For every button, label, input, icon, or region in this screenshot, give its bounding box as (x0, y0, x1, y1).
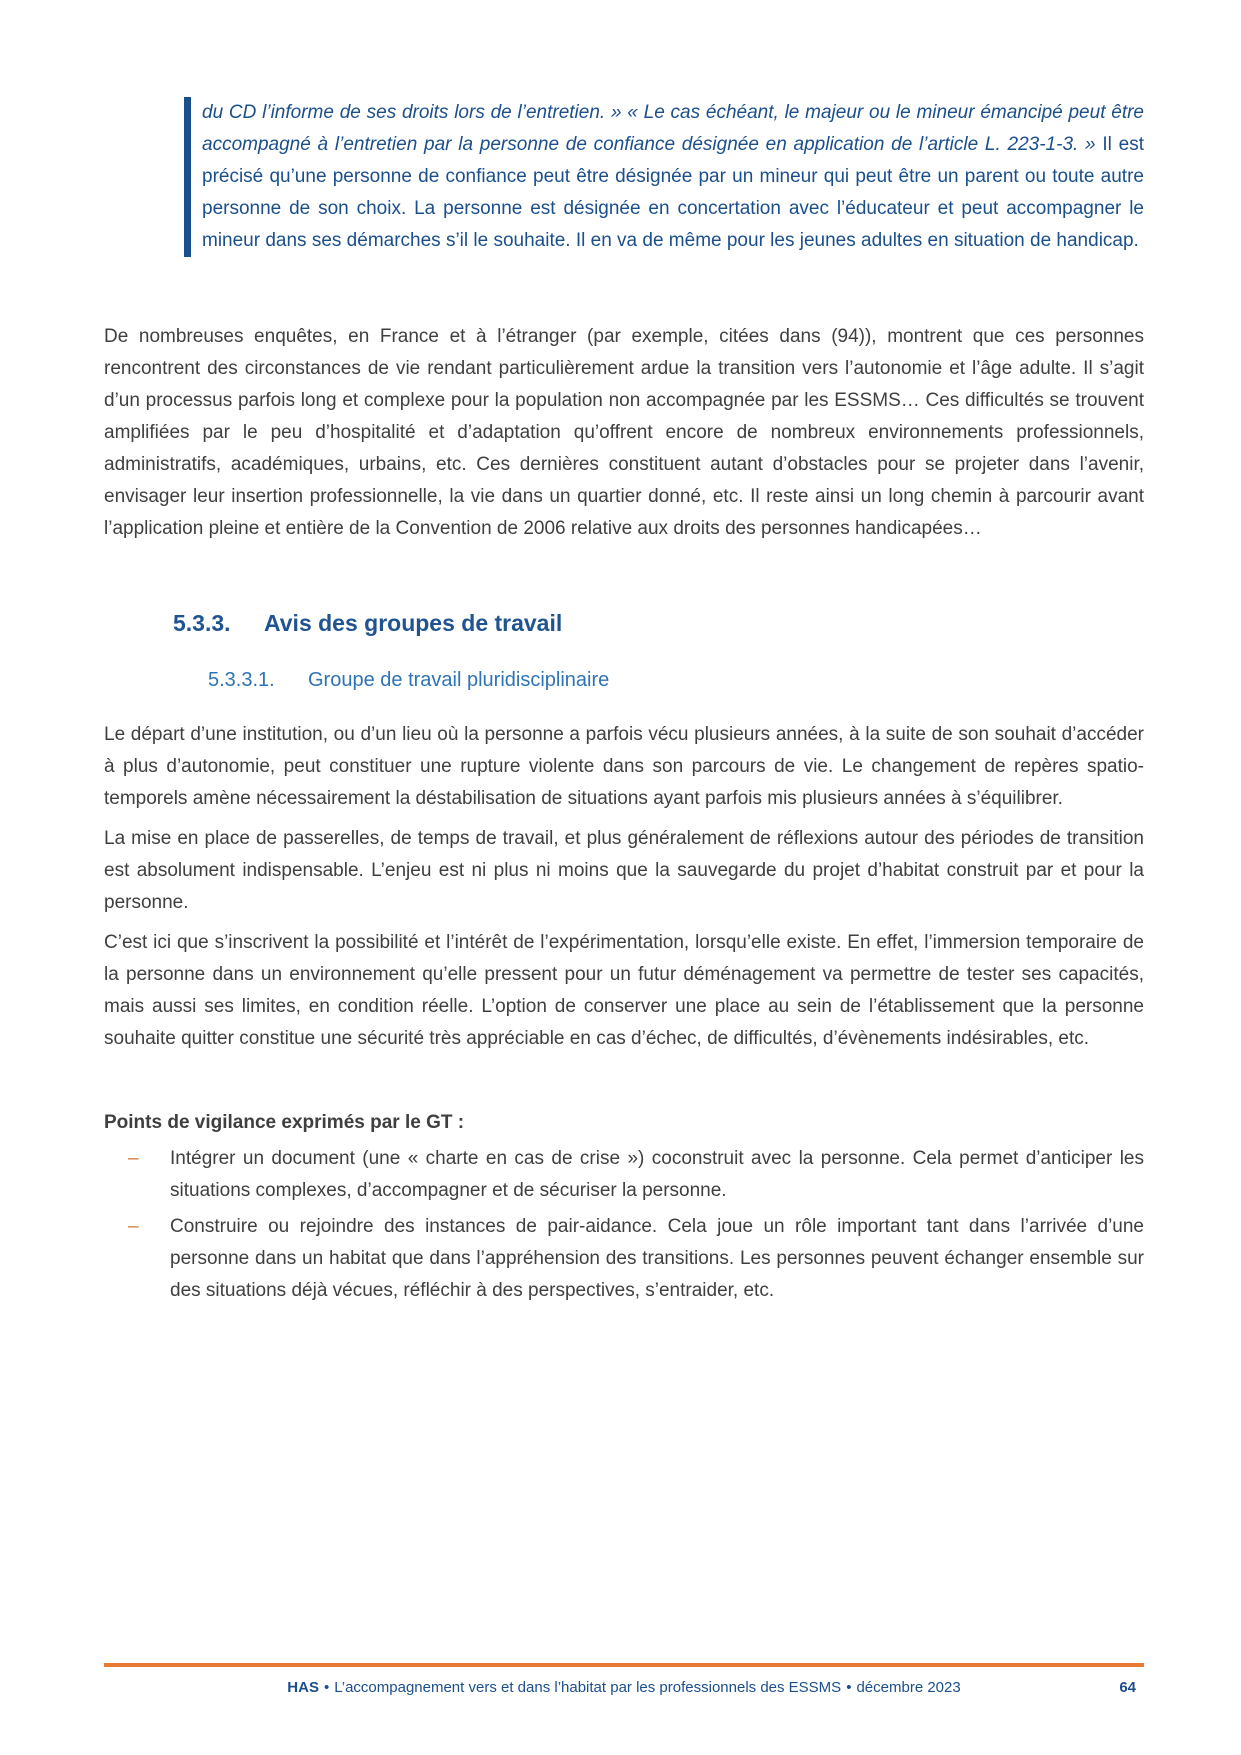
quote-italic-text: du CD l’informe de ses droits lors de l’entretien. » « Le cas échéant, le majeur ou le mineur émancipé peut être accompagné à l’entretien par la personne de confiance désignée en application de l’article L. 223-1-3. » (202, 102, 1144, 155)
subsection-number: 5.3.3.1. (208, 669, 275, 691)
page-number: 64 (1119, 1679, 1136, 1696)
section-title: Avis des groupes de travail (264, 610, 563, 636)
quote-regular-text: Il est précisé qu’une personne de confiance peut être désignée par un mineur qui peut être un parent ou toute autre personne de son choix. La personne est désignée en concertation avec l’éducateur et peut accompagner le mineur dans ses démarches s’il le souhaite. Il en va de même pour les jeunes adultes en situation de handicap. (202, 134, 1144, 251)
footer-separator: • (323, 1679, 330, 1696)
footer-date: décembre 2023 (856, 1679, 961, 1696)
bullet-text: Intégrer un document (une « charte en cas de crise ») coconstruit avec la personne. Cela permet d’anticiper les situations complexes, d’accompagner et de sécuriser la personne. (170, 1148, 1144, 1201)
footer-document-title: L’accompagnement vers et dans l’habitat par les professionnels des ESSMS (334, 1679, 842, 1696)
subsection-title: Groupe de travail pluridisciplinaire (308, 669, 610, 691)
paragraph-passerelles: La mise en place de passerelles, de temps de travail, et plus généralement de réflexions autour des périodes de transition est absolument indispensable. L’enjeu est ni plus ni moins que la sauvegarde du projet d’habitat construit par et pour la personne. (104, 828, 1144, 913)
paragraph-experimentation: C’est ici que s’inscrivent la possibilité et l’intérêt de l’expérimentation, lorsqu’elle existe. En effet, l’immersion temporaire de la personne dans un environnement qu’elle pressent pour un futur déménagement va permettre de tester ses capacités, mais aussi ses limites, en condition réelle. L’option de conserver une place au sein de l’établissement que la personne souhaite quitter constitue une sécurité très appréciable en cas d’échec, de difficultés, d’évènements indésirables, etc. (104, 932, 1144, 1049)
section-heading (173, 609, 1144, 637)
footer-separator: • (846, 1679, 852, 1696)
intro-paragraph: De nombreuses enquêtes, en France et à l’étranger (par exemple, citées dans (94)), montrent que ces personnes rencontrent des circonstances de vie rendant particulièrement ardue la transition vers l’autonomie et l’âge adulte. Il s’agit d’un processus parfois long et complexe pour la population non accompagnée par les ESSMS… Ces difficultés se trouvent amplifiées par le peu d’hospitalité et d’adaptation qu’offrent encore de nombreux environnements professionnels, administratifs, académiques, urbains, etc. Ces dernières constituent autant d’obstacles pour se projeter dans l’avenir, envisager leur insertion professionnelle, la vie dans un quartier donné, etc. Il reste ainsi un long chemin à parcourir avant l’application pleine et entière de la Convention de 2006 relative aux droits des personnes handicapées… (104, 326, 1144, 539)
points-vigilance-heading: Points de vigilance exprimés par le GT : (104, 1112, 465, 1133)
page-footer (104, 1663, 1144, 1698)
list-item (128, 1143, 1144, 1207)
subsection-heading (208, 667, 1144, 693)
footer-text-row (104, 1678, 1144, 1698)
points-vigilance-list (128, 1143, 1144, 1307)
paragraph-depart: Le départ d’une institution, ou d’un lieu où la personne a parfois vécu plusieurs années, à la suite de son souhait d’accéder à plus d’autonomie, peut constituer une rupture violente dans son parcours de vie. Le changement de repères spatio-temporels amène nécessairement la déstabilisation de situations ayant parfois mis plusieurs années à s’équilibrer. (104, 724, 1144, 809)
footer-divider-rule (104, 1663, 1144, 1667)
page-content (104, 0, 1144, 1311)
section-number: 5.3.3. (173, 610, 231, 636)
bullet-dash-marker: – (128, 1216, 139, 1237)
list-item (128, 1211, 1144, 1307)
bullet-dash-marker: – (128, 1148, 139, 1169)
bullet-text: Construire ou rejoindre des instances de pair-aidance. Cela joue un rôle important tant dans l’arrivée d’une personne dans un habitat que dans l’appréhension des transitions. Les personnes peuvent échanger ensemble sur des situations déjà vécues, réfléchir à des perspectives, s’entraider, etc. (170, 1216, 1144, 1301)
footer-org-name: HAS (287, 1679, 319, 1696)
quote-block (184, 97, 1144, 257)
